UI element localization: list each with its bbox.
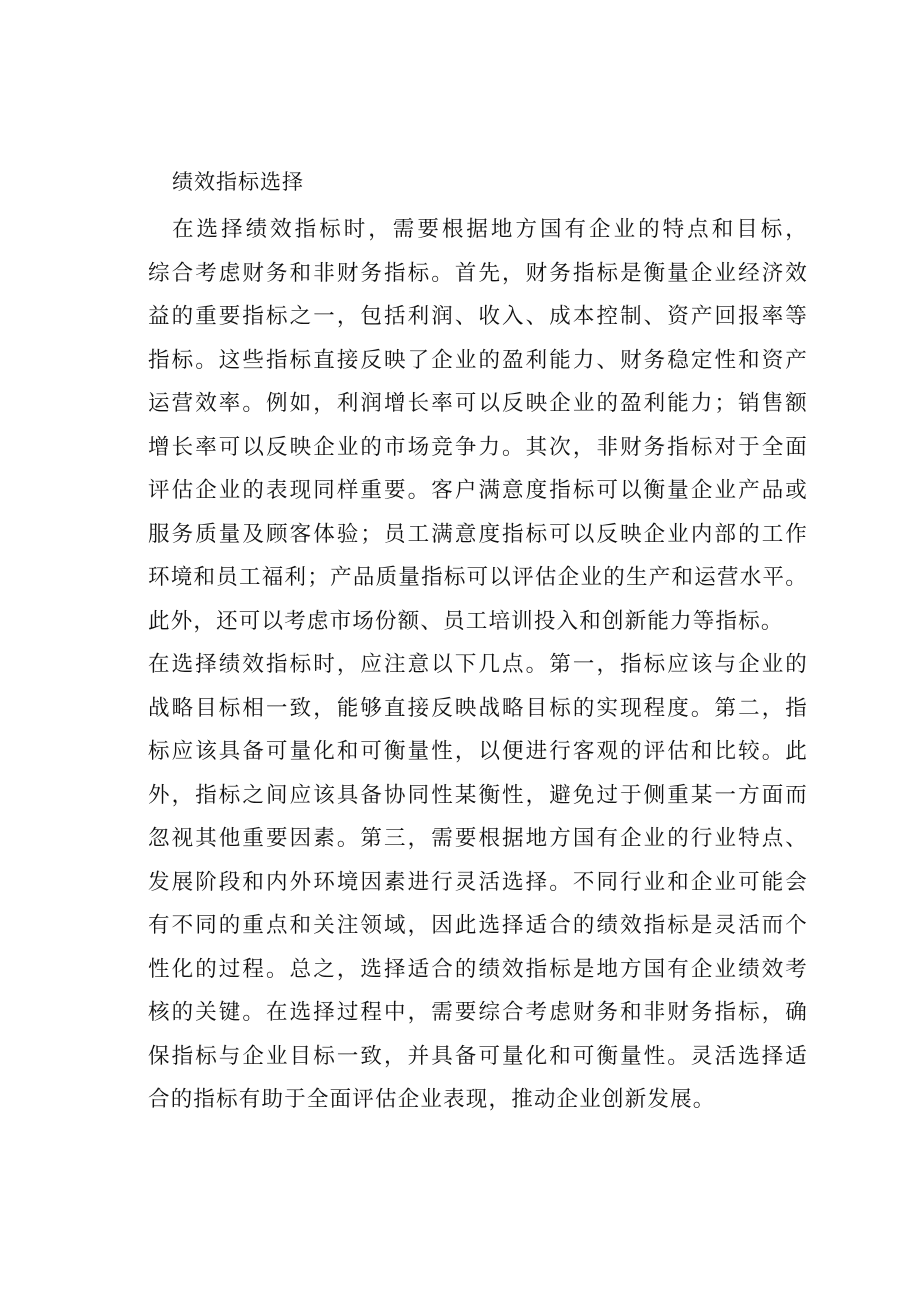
body-paragraph — [148, 208, 808, 1122]
text-line: 性化的过程。总之，选择适合的绩效指标是地方国有企业绩效考 — [148, 956, 808, 982]
text-line: 评估企业的表现同样重要。客户满意度指标可以衡量企业产品或 — [148, 478, 808, 503]
text-line: 运营效率。例如，利润增长率可以反映企业的盈利能力；销售额 — [148, 391, 808, 416]
text-line: 在选择绩效指标时，应注意以下几点。第一，指标应该与企业的 — [148, 652, 808, 677]
text-line: 忽视其他重要因素。第三，需要根据地方国有企业的行业特点、 — [148, 826, 808, 851]
text-line: 在选择绩效指标时，需要根据地方国有企业的特点和目标， — [172, 217, 808, 242]
text-line: 外，指标之间应该具备协同性某衡性，避免过于侧重某一方面而 — [148, 782, 808, 808]
text-line: 指标。这些指标直接反映了企业的盈利能力、财务稳定性和资产 — [148, 347, 808, 373]
text-line: 益的重要指标之一，包括利润、收入、成本控制、资产回报率等 — [148, 304, 808, 329]
text-line: 战略目标相一致，能够直接反映战略目标的实现程度。第二，指 — [148, 695, 808, 721]
text-line: 标应该具备可量化和可衡量性，以便进行客观的评估和比较。此 — [148, 739, 808, 764]
text-line: 环境和员工福利；产品质量指标可以评估企业的生产和运营水平。 — [148, 565, 808, 590]
text-line: 发展阶段和内外环境因素进行灵活选择。不同行业和企业可能会 — [148, 869, 808, 895]
section-heading: 绩效指标选择 — [172, 170, 304, 194]
text-line: 增长率可以反映企业的市场竞争力。其次，非财务指标对于全面 — [148, 434, 808, 460]
text-line: 综合考虑财务和非财务指标。首先，财务指标是衡量企业经济效 — [148, 260, 808, 286]
text-line: 有不同的重点和关注领域，因此选择适合的绩效指标是灵活而个 — [148, 913, 808, 938]
text-line: 保指标与企业目标一致，并具备可量化和可衡量性。灵活选择适 — [148, 1043, 808, 1069]
text-line: 核的关键。在选择过程中，需要综合考虑财务和非财务指标，确 — [148, 1000, 808, 1025]
text-line: 服务质量及顾客体验；员工满意度指标可以反映企业内部的工作 — [148, 521, 808, 547]
text-line: 此外，还可以考虑市场份额、员工培训投入和创新能力等指标。 — [148, 608, 784, 634]
text-line: 合的指标有助于全面评估企业表现，推动企业创新发展。 — [148, 1087, 716, 1112]
